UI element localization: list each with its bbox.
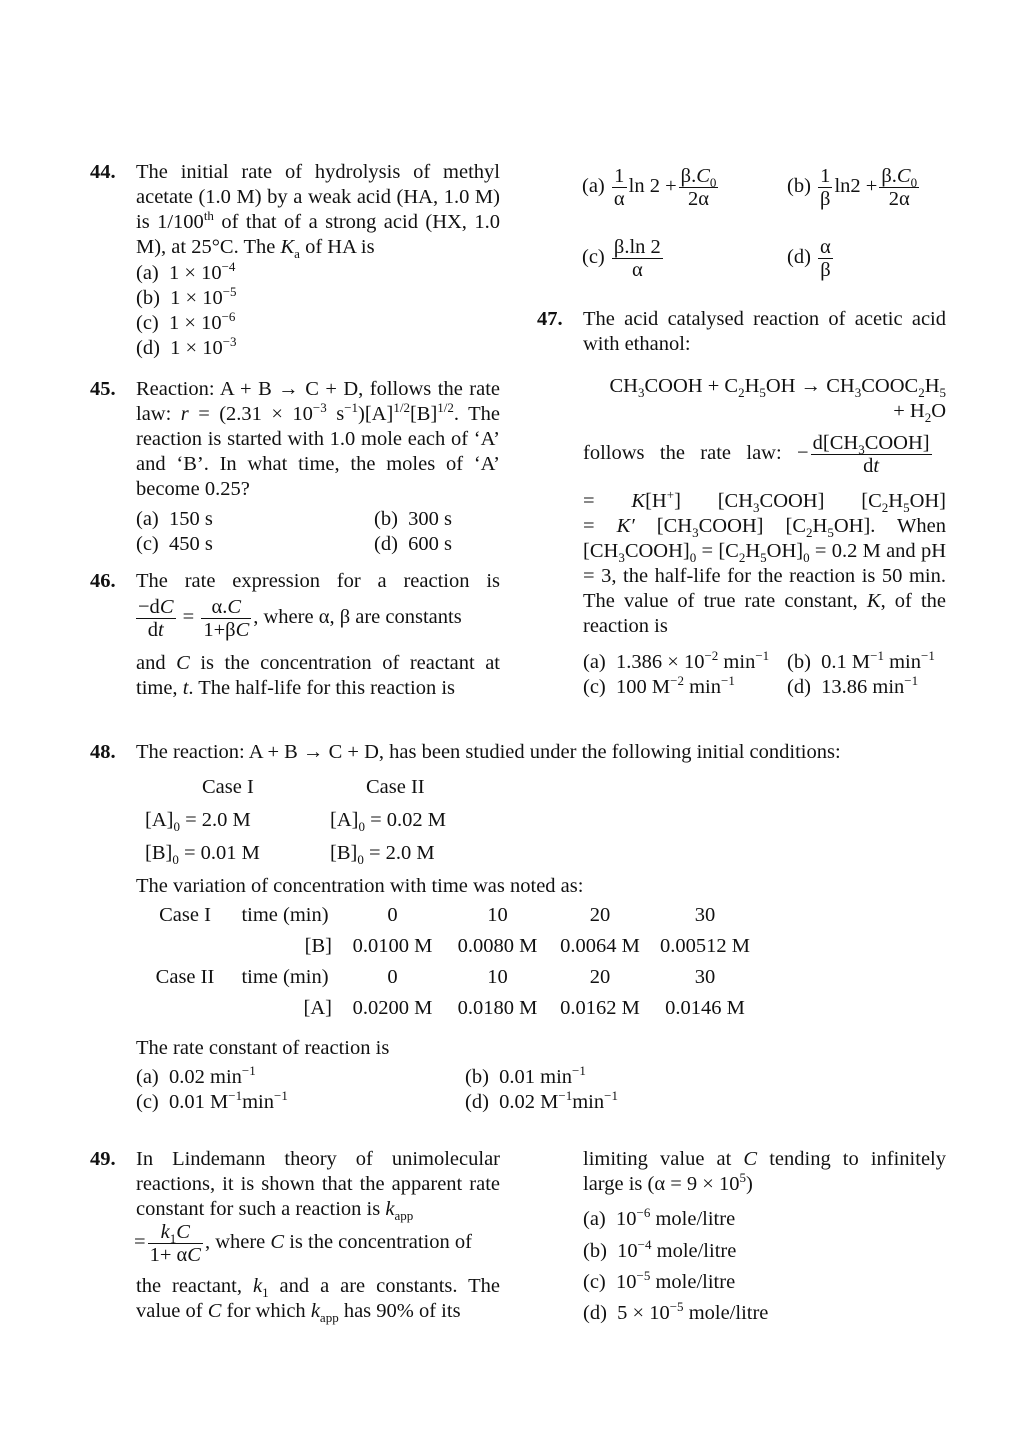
question-49-text-part2: the reactant, $k_1$ and a are constants. The value of C for which $k_{app}$ has 90% of its — [136, 1275, 500, 1326]
option-49-a[interactable]: (a) $10^{-6}$ mole/litre — [583, 1205, 736, 1230]
table-cell: [A] — [303, 997, 332, 1019]
question-number-48: 48. — [90, 741, 116, 763]
question-47-reaction: $CH_3COOH + C_2H_5OH$ → $CH_3COOC_2H_5$ + $H_2O$ — [609, 375, 946, 426]
table-cell: 20 — [589, 904, 611, 926]
case1-a0: $[A]_0 = 2.0$ M — [145, 809, 251, 835]
option-48-a[interactable]: (a) 0.02 $\min^{-1}$ — [136, 1063, 256, 1088]
option-47-a[interactable]: (a) $1.386 \times 10^{-2}$ $\min^{-1}$ — [583, 648, 770, 673]
concentration-time-table — [140, 900, 760, 1024]
question-number-46: 46. — [90, 570, 116, 592]
question-48-text: The reaction: A + B → C + D, has been studied under the following initial conditions: — [136, 741, 841, 763]
option-48-b[interactable]: (b) 0.01 $\min^{-1}$ — [465, 1063, 586, 1088]
table-cell: time (min) — [241, 966, 329, 988]
option-45-a[interactable]: (a) 150 s — [136, 508, 213, 530]
question-46-text-rest: and C is the concentration of reactant at time, t. The half-life for this reaction is — [136, 652, 500, 699]
question-number-47: 47. — [537, 308, 563, 330]
question-number-45: 45. — [90, 378, 116, 400]
table-cell — [140, 931, 230, 962]
eq46-after: , where α, β are constants — [253, 606, 462, 629]
option-45-d[interactable]: (d) 600 s — [374, 533, 453, 555]
eq46-rhs-den: 1+βC — [203, 619, 250, 641]
table-row — [140, 993, 760, 1024]
question-47-rate-law-line1: follows the rate law: − $\frac{d[CH_3COOH]}{dt}$ — [583, 432, 930, 477]
case1-b0: $[B]_0 = 0.01$ M — [145, 842, 260, 868]
question-48-question: The rate constant of reaction is — [136, 1037, 390, 1059]
option-49-d[interactable]: (d) $5 \times 10^{-5}$ mole/litre — [583, 1299, 769, 1324]
table-cell: 30 — [694, 904, 716, 926]
table-cell: 0.0100 M — [352, 935, 433, 957]
case2-label: Case II — [366, 776, 425, 798]
option-45-b[interactable]: (b) 300 s — [374, 508, 453, 530]
table-cell: 10 — [487, 904, 508, 926]
option-48-c[interactable]: (c) 0.01 $M^{-1}\min^{-1}$ — [136, 1088, 288, 1113]
option-44-d[interactable]: (d) $1 \times 10^{-3}$ — [136, 334, 237, 359]
eq46-lhs-den: dt — [147, 619, 164, 641]
table-row — [140, 962, 760, 993]
question-48-variation-text: The variation of concentration with time was noted as: — [136, 875, 584, 897]
option-46-d[interactable]: (d) $\frac{\alpha}{\beta}$ — [787, 236, 831, 281]
option-46-c[interactable]: (c) $\frac{\beta.\ln 2}{\alpha}$ — [582, 236, 661, 281]
table-cell: 10 — [487, 966, 508, 988]
question-number-49: 49. — [90, 1148, 116, 1170]
table-cell: 0.0146 M — [665, 997, 745, 1019]
option-48-d[interactable]: (d) 0.02 $M^{-1}\min^{-1}$ — [465, 1088, 618, 1113]
table-cell: 0 — [387, 904, 398, 926]
option-45-c[interactable]: (c) 450 s — [136, 533, 213, 555]
question-number-44: 44. — [90, 161, 116, 183]
table-cell: time (min) — [241, 904, 329, 926]
table-cell: Case II — [155, 966, 215, 988]
question-49-text-part3: limiting value at C tending to infinitely large is $(\alpha = 9 \times 10^5)$ — [583, 1148, 946, 1195]
question-46-line1: The rate expression for a reaction is — [136, 570, 500, 592]
table-row — [140, 900, 760, 931]
question-47-text: The acid catalysed reaction of acetic acid with ethanol: — [583, 308, 946, 355]
table-cell: 0.0162 M — [560, 997, 640, 1019]
option-44-a[interactable]: (a) $1 \times 10^{-4}$ — [136, 259, 236, 284]
table-cell: 0.0080 M — [457, 935, 538, 957]
question-45-text: Reaction: A + B → C + D, follows the rate law: $r = (2.31 \times 10^{-3}$ $s^{-1})[A]^{1/2}[B]^{1/2}$. The reaction is started with 1.0 mole each of ‘A’ and ‘B’. In what time, the moles of ‘A’ become 0.25? — [136, 378, 500, 500]
question-44-text: The initial rate of hydrolysis of methyl acetate (1.0 M) by a weak acid (HA, 1.0 M) is 1/100th of that of a strong acid (HX, 1.0 M), at 25°C. The $K_a$ of HA is — [136, 161, 500, 262]
option-46-a[interactable]: (a) $\frac{1}{\alpha}$ ln 2 + $\frac{\beta.C_0}{2\alpha}$ — [582, 165, 717, 210]
table-cell: 0.0200 M — [352, 997, 433, 1019]
table-cell: 30 — [694, 966, 716, 988]
question-44-options — [136, 261, 237, 361]
case1-label: Case I — [202, 776, 254, 798]
table-cell: Case I — [159, 904, 211, 926]
question-46-equation: $\frac{-dC}{dt}$ = $\frac{\alpha.C}{1+\beta C}$ , where α, β are constants — [138, 596, 462, 641]
table-row — [140, 931, 760, 962]
option-44-b[interactable]: (b) $1 \times 10^{-5}$ — [136, 284, 237, 309]
table-cell — [140, 993, 230, 1024]
option-49-c[interactable]: (c) $10^{-5}$ mole/litre — [583, 1268, 736, 1293]
option-47-d[interactable]: (d) 13.86 $\min^{-1}$ — [787, 673, 919, 698]
table-cell: 0.00512 M — [660, 935, 750, 957]
table-cell: 20 — [589, 966, 611, 988]
case2-a0: $[A]_0 = 0.02$ M — [330, 809, 447, 835]
option-46-b[interactable]: (b) $\frac{1}{\beta}$ ln2 + $\frac{\beta.C_0}{2\alpha}$ — [787, 165, 918, 210]
question-49-text-part1: In Lindemann theory of unimolecular reactions, it is shown that the apparent rate constant for such a reaction is $k_{app}$ — [136, 1148, 500, 1224]
eq46-lhs-num: −dC — [138, 596, 174, 618]
case2-b0: $[B]_0 = 2.0$ M — [330, 842, 435, 868]
option-49-b[interactable]: (b) $10^{-4}$ mole/litre — [583, 1237, 737, 1262]
table-cell: [B] — [304, 935, 332, 957]
table-cell: 0.0180 M — [457, 997, 538, 1019]
eq46-rhs-num: α.C — [201, 596, 251, 619]
option-47-b[interactable]: (b) 0.1 $M^{-1}$ $\min^{-1}$ — [787, 648, 935, 673]
question-49-equation: = $\frac{k_1C}{1+ \alpha C}$ , where C is the concentration of — [134, 1221, 472, 1266]
option-44-c[interactable]: (c) $1 \times 10^{-6}$ — [136, 309, 236, 334]
option-47-c[interactable]: (c) 100 $M^{-2}$ $\min^{-1}$ — [583, 673, 735, 698]
question-47-rate-law-rest: = K[H+] $[CH_3COOH]$ $[C_2H_5OH]$ = K′ $[CH_3COOH]$ $[C_2H_5OH]$. When $[CH_3COOH]_0 = [C_2H_5OH]_0 = 0.2$ M and pH = 3, the half-life for the reaction is 50 min. The value of true rate constant, K, of the reaction is — [583, 487, 947, 637]
table-cell: 0.0064 M — [560, 935, 640, 957]
table-cell: 0 — [387, 966, 398, 988]
